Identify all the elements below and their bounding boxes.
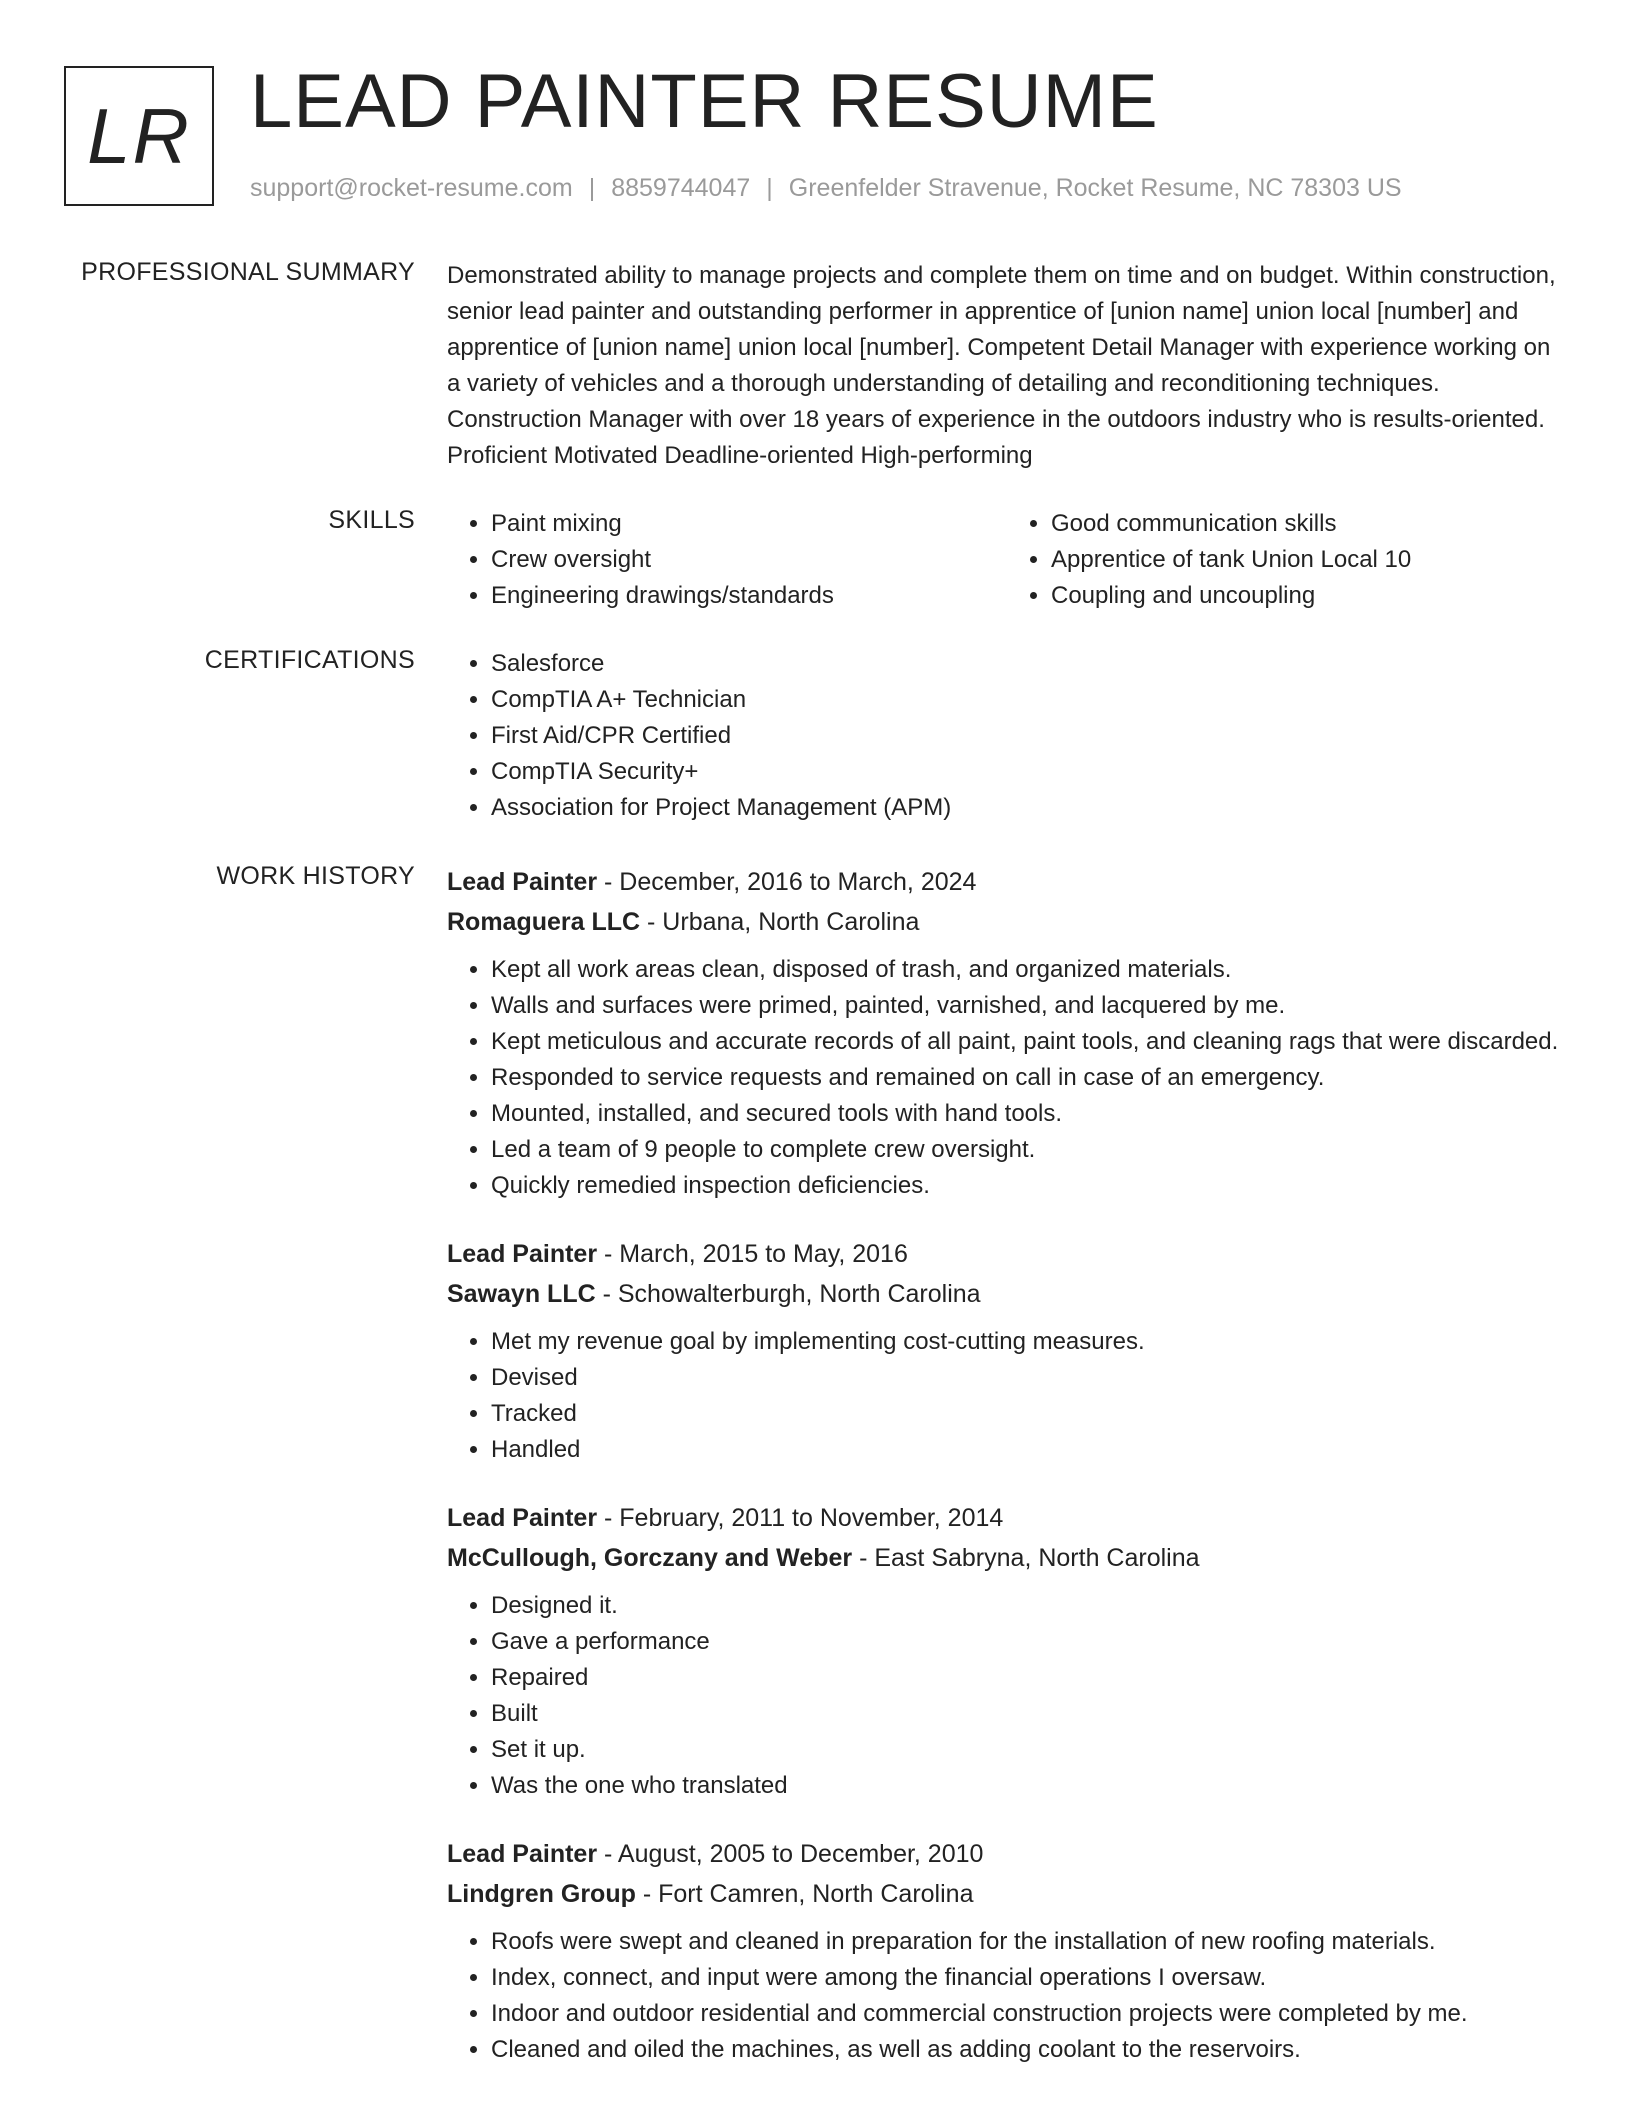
duty-item: • Built: [491, 1696, 1567, 1732]
job-dates: - March, 2015 to May, 2016: [597, 1240, 908, 1268]
job-location: - East Sabryna, North Carolina: [852, 1544, 1200, 1572]
job-entry: [447, 1834, 1567, 2068]
job-location: - Fort Camren, North Carolina: [635, 1880, 974, 1908]
certification-item: • First Aid/CPR Certified: [491, 718, 1567, 754]
resume-title: LEAD PAINTER RESUME: [250, 59, 1159, 144]
skill-item: • Coupling and uncoupling: [1051, 578, 1567, 614]
contact-email: support@rocket-resume.com: [250, 174, 573, 202]
skill-item: • Crew oversight: [491, 542, 1007, 578]
contact-phone: 8859744047: [611, 174, 751, 202]
duty-item: • Cleaned and oiled the machines, as well as adding coolant to the reservoirs.: [491, 2032, 1567, 2068]
skills-column-2: [1007, 506, 1567, 614]
job-entry: [447, 1234, 1567, 1468]
duty-item: • Walls and surfaces were primed, painted, varnished, and lacquered by me.: [491, 988, 1567, 1024]
duty-item: • Tracked: [491, 1396, 1567, 1432]
job-title: Lead Painter: [447, 868, 598, 896]
contact-address: Greenfelder Stravenue, Rocket Resume, NC 78303 US: [788, 174, 1402, 202]
job-company: McCullough, Gorczany and Weber: [447, 1544, 853, 1572]
summary-text: Demonstrated ability to manage projects and complete them on time and on budget. Within construction, senior lead painter and outstanding performer in apprentice of [union name] union local [number] and apprentice of [union name] union local [number]. Competent Detail Manager with experience working on a variety of vehicles and a thorough understanding of detailing and reconditioning techniques. Construction Manager with over 18 years of experience in the outdoors industry who is results-oriented. Proficient Motivated Deadline-oriented High-performing: [447, 262, 1556, 469]
skills-list: [447, 506, 1567, 614]
monogram-logo: LR: [64, 66, 214, 206]
duty-item: • Responded to service requests and remained on call in case of an emergency.: [491, 1060, 1567, 1096]
certification-item: • Salesforce: [491, 646, 1567, 682]
duty-item: • Quickly remedied inspection deficiencies.: [491, 1168, 1567, 1204]
work-history-body: [447, 862, 1567, 2098]
job-title: Lead Painter: [447, 1840, 598, 1868]
job-company-line: [447, 1874, 1567, 1914]
work-history-heading: WORK HISTORY: [216, 862, 415, 890]
job-title: Lead Painter: [447, 1240, 598, 1268]
job-duties: [447, 1324, 1567, 1468]
duty-item: • Set it up.: [491, 1732, 1567, 1768]
certifications-list: [447, 646, 1567, 826]
job-location: - Schowalterburgh, North Carolina: [595, 1280, 981, 1308]
duty-item: • Roofs were swept and cleaned in preparation for the installation of new roofing materials.: [491, 1924, 1567, 1960]
job-duties: [447, 952, 1567, 1204]
certification-item: • CompTIA A+ Technician: [491, 682, 1567, 718]
duty-item: • Devised: [491, 1360, 1567, 1396]
skill-item: • Good communication skills: [1051, 506, 1567, 542]
job-company: Lindgren Group: [447, 1880, 636, 1908]
job-title-line: [447, 1498, 1567, 1538]
job-entry: [447, 1498, 1567, 1804]
certification-item: • Association for Project Management (APM): [491, 790, 1567, 826]
job-company-line: [447, 1538, 1567, 1578]
summary-heading: PROFESSIONAL SUMMARY: [81, 258, 415, 286]
job-company-line: [447, 902, 1567, 942]
duty-item: • Repaired: [491, 1660, 1567, 1696]
duty-item: • Handled: [491, 1432, 1567, 1468]
duty-item: • Mounted, installed, and secured tools with hand tools.: [491, 1096, 1567, 1132]
job-title-line: [447, 1234, 1567, 1274]
job-company: Romaguera LLC: [447, 908, 641, 936]
certifications-heading: CERTIFICATIONS: [204, 646, 415, 674]
duty-item: • Designed it.: [491, 1588, 1567, 1624]
job-dates: - February, 2011 to November, 2014: [597, 1504, 1004, 1532]
duty-item: • Led a team of 9 people to complete crew oversight.: [491, 1132, 1567, 1168]
certification-item: • CompTIA Security+: [491, 754, 1567, 790]
duty-item: • Index, connect, and input were among the financial operations I oversaw.: [491, 1960, 1567, 1996]
duty-item: • Was the one who translated: [491, 1768, 1567, 1804]
certifications-body: [447, 646, 1567, 826]
job-dates: - December, 2016 to March, 2024: [597, 868, 977, 896]
job-company: Sawayn LLC: [447, 1280, 596, 1308]
job-location: - Urbana, North Carolina: [640, 908, 920, 936]
duty-item: • Met my revenue goal by implementing cost-cutting measures.: [491, 1324, 1567, 1360]
duty-item: • Gave a performance: [491, 1624, 1567, 1660]
skill-item: • Engineering drawings/standards: [491, 578, 1007, 614]
duty-item: • Kept all work areas clean, disposed of trash, and organized materials.: [491, 952, 1567, 988]
job-company-line: [447, 1274, 1567, 1314]
job-dates: - August, 2005 to December, 2010: [597, 1840, 984, 1868]
duty-item: • Indoor and outdoor residential and commercial construction projects were completed by me.: [491, 1996, 1567, 2032]
job-entry: [447, 862, 1567, 1204]
skills-heading: SKILLS: [328, 506, 415, 534]
summary-body: [447, 258, 1567, 474]
job-title-line: [447, 862, 1567, 902]
skills-column-1: [447, 506, 1007, 614]
job-duties: [447, 1924, 1567, 2068]
contact-separator: |: [588, 174, 596, 202]
job-title: Lead Painter: [447, 1504, 598, 1532]
skill-item: • Paint mixing: [491, 506, 1007, 542]
job-title-line: [447, 1834, 1567, 1874]
contact-separator: |: [766, 174, 773, 202]
job-duties: [447, 1588, 1567, 1804]
duty-item: • Kept meticulous and accurate records of all paint, paint tools, and cleaning rags that were discarded.: [491, 1024, 1567, 1060]
contact-line: [250, 174, 1402, 203]
skill-item: • Apprentice of tank Union Local 10: [1051, 542, 1567, 578]
